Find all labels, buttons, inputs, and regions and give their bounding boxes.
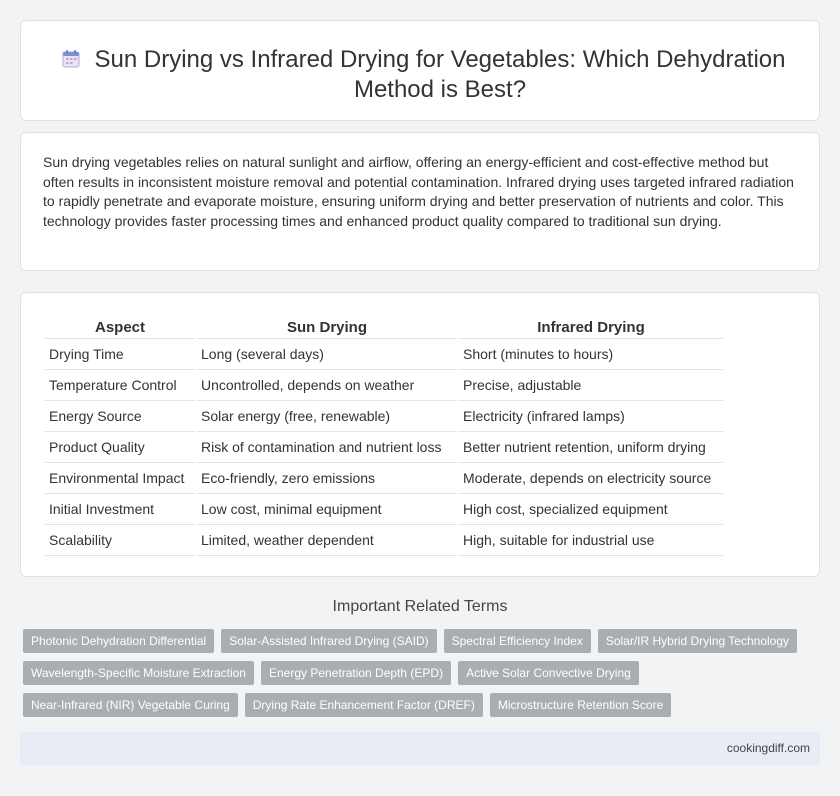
- cell-aspect: Temperature Control: [45, 370, 195, 401]
- tag-row: [23, 661, 823, 685]
- document-icon: [61, 49, 81, 69]
- footer-site-link[interactable]: cookingdiff.com: [726, 741, 810, 755]
- table-row: [45, 401, 723, 432]
- comparison-table: [43, 315, 725, 556]
- cell-infrared: Better nutrient retention, uniform drying: [459, 432, 723, 463]
- table-row: [45, 463, 723, 494]
- header-infrared-drying: Infrared Drying: [459, 315, 723, 339]
- related-term-tag[interactable]: Near-Infrared (NIR) Vegetable Curing: [23, 693, 238, 717]
- cell-sun: Solar energy (free, renewable): [197, 401, 457, 432]
- cell-aspect: Environmental Impact: [45, 463, 195, 494]
- header-sun-drying: Sun Drying: [197, 315, 457, 339]
- intro-paragraph: Sun drying vegetables relies on natural sunlight and airflow, offering an energy-efficient and cost-effective method but often results in inconsistent moisture removal and potential contamination. Infrared drying uses targeted infrared radiation to rapidly penetrate and evaporate moisture, ensuring uniform drying and better preservation of nutrients and color. This technology provides faster processing times and enhanced product quality compared to traditional sun drying.: [43, 154, 794, 229]
- cell-sun: Uncontrolled, depends on weather: [197, 370, 457, 401]
- related-term-tag[interactable]: Photonic Dehydration Differential: [23, 629, 214, 653]
- cell-sun: Low cost, minimal equipment: [197, 494, 457, 525]
- related-term-tag[interactable]: Energy Penetration Depth (EPD): [261, 661, 451, 685]
- table-header-row: [45, 315, 723, 339]
- related-term-tag[interactable]: Active Solar Convective Drying: [458, 661, 639, 685]
- cell-sun: Eco-friendly, zero emissions: [197, 463, 457, 494]
- related-term-tag[interactable]: Solar/IR Hybrid Drying Technology: [598, 629, 797, 653]
- cell-infrared: Short (minutes to hours): [459, 339, 723, 370]
- cell-infrared: Moderate, depends on electricity source: [459, 463, 723, 494]
- related-term-tag[interactable]: Microstructure Retention Score: [490, 693, 671, 717]
- table-row: [45, 370, 723, 401]
- cell-sun: Long (several days): [197, 339, 457, 370]
- cell-sun: Risk of contamination and nutrient loss: [197, 432, 457, 463]
- cell-aspect: Initial Investment: [45, 494, 195, 525]
- related-term-tag[interactable]: Wavelength-Specific Moisture Extraction: [23, 661, 254, 685]
- cell-aspect: Energy Source: [45, 401, 195, 432]
- intro-card: [20, 132, 820, 271]
- title-card: [20, 20, 820, 121]
- cell-infrared: Precise, adjustable: [459, 370, 723, 401]
- cell-aspect: Product Quality: [45, 432, 195, 463]
- table-row: [45, 339, 723, 370]
- related-terms-list: [23, 629, 823, 725]
- cell-infrared: High, suitable for industrial use: [459, 525, 723, 556]
- header-aspect: Aspect: [45, 315, 195, 339]
- cell-sun: Limited, weather dependent: [197, 525, 457, 556]
- tag-row: [23, 693, 823, 717]
- related-term-tag[interactable]: Drying Rate Enhancement Factor (DREF): [245, 693, 483, 717]
- related-terms-heading: Important Related Terms: [332, 598, 508, 615]
- related-term-tag[interactable]: Spectral Efficiency Index: [444, 629, 591, 653]
- comparison-card: [20, 292, 820, 577]
- table-row: [45, 525, 723, 556]
- cell-infrared: High cost, specialized equipment: [459, 494, 723, 525]
- tag-row: [23, 629, 823, 653]
- cell-infrared: Electricity (infrared lamps): [459, 401, 723, 432]
- cell-aspect: Drying Time: [45, 339, 195, 370]
- footer: [20, 732, 820, 766]
- page-title: Sun Drying vs Infrared Drying for Vegetables: Which Dehydration Method is Best?: [94, 46, 786, 103]
- table-row: [45, 494, 723, 525]
- related-term-tag[interactable]: Solar-Assisted Infrared Drying (SAID): [221, 629, 436, 653]
- cell-aspect: Scalability: [45, 525, 195, 556]
- table-row: [45, 432, 723, 463]
